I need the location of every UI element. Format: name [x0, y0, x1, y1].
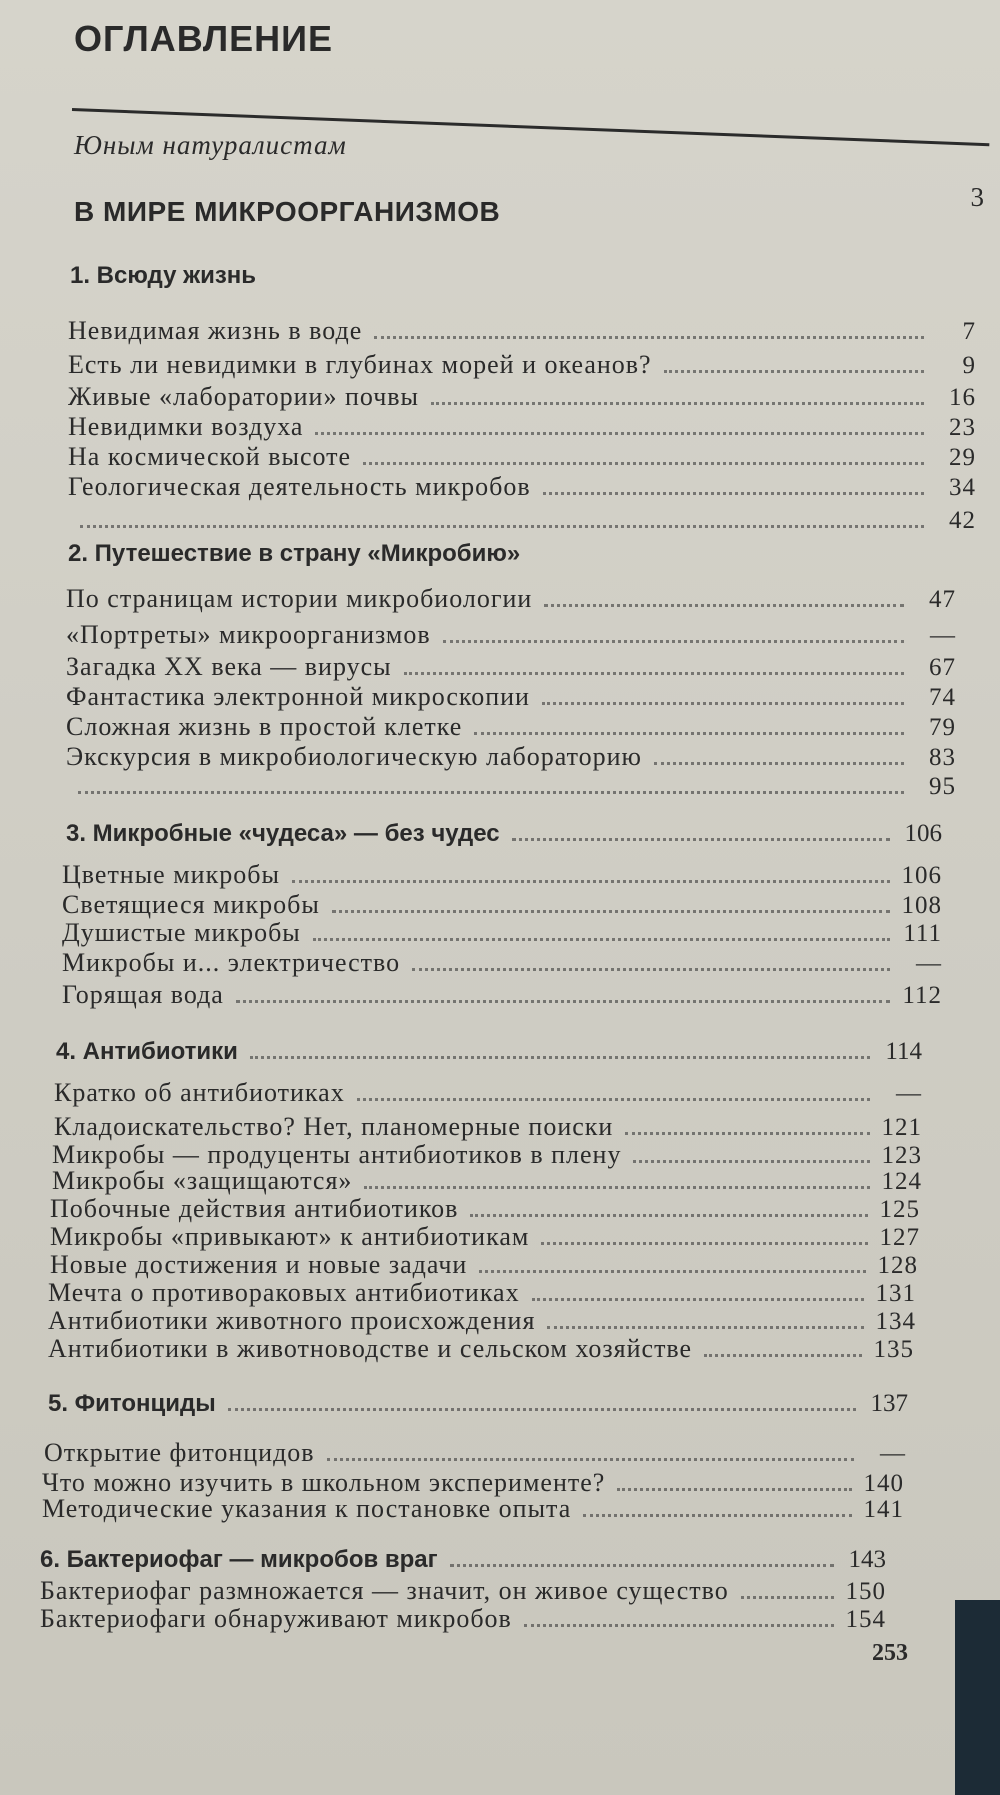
entry-page: 131 [875, 1280, 916, 1307]
leader-dots [532, 1298, 864, 1301]
entry-page: 16 [949, 384, 976, 411]
leader-dots [228, 1408, 856, 1411]
entry-page: 127 [879, 1224, 920, 1251]
page-title: ОГЛАВЛЕНИЕ [74, 18, 334, 59]
leader-dots [431, 402, 924, 405]
toc-entry [44, 1440, 906, 1467]
toc-entry [48, 1308, 916, 1335]
intro-label: Юным натуралистам [74, 130, 347, 160]
toc-entry [66, 622, 956, 649]
leader-dots [741, 1596, 834, 1599]
toc-entry [48, 1280, 916, 1307]
leader-dots [474, 732, 904, 735]
entry-page: 74 [929, 684, 956, 711]
entry-title: Сложная жизнь в простой клетке [66, 712, 463, 741]
toc-entry [68, 414, 976, 441]
entry-page: 154 [845, 1606, 886, 1633]
entry-title: Что можно изучить в школьном эксперименте? [42, 1468, 606, 1497]
toc-entry [52, 1168, 922, 1195]
chapter-title: 5. Фитонциды [48, 1390, 216, 1417]
entry-page: 23 [949, 414, 976, 441]
chapter-page: 114 [885, 1038, 922, 1065]
leader-dots [541, 1242, 867, 1245]
chapter-heading [70, 262, 960, 290]
chapter-heading [68, 540, 958, 568]
page-number: 253 [872, 1640, 908, 1666]
entry-title: Душистые микробы [62, 918, 301, 947]
leader-dots [313, 938, 890, 941]
entry-title: По страницам истории микробиологии [66, 584, 533, 613]
chapter-page: 106 [904, 820, 942, 847]
entry-page: 111 [903, 920, 942, 947]
leader-dots [542, 702, 904, 705]
entry-title: Микробы «привыкают» к антибиотикам [50, 1222, 530, 1251]
leader-dots [524, 1624, 834, 1627]
entry-title: Микробы и... электричество [62, 948, 401, 977]
chapter-page: 137 [870, 1390, 908, 1417]
leader-dots [470, 1214, 867, 1217]
toc-entry [54, 1080, 922, 1107]
entry-page: 150 [845, 1578, 886, 1605]
entry-page: 47 [929, 586, 956, 613]
entry-title: Невидимая жизнь в воде [68, 316, 363, 345]
toc-entry [66, 654, 956, 681]
entry-title: Бактериофаг размножается — значит, он живое существо [40, 1576, 729, 1605]
leader-dots [543, 492, 924, 495]
intro-page: 3 [970, 182, 984, 212]
entry-page: 140 [863, 1470, 904, 1497]
toc-entry [62, 950, 942, 977]
toc-entry [66, 744, 956, 771]
leader-dots [236, 1000, 890, 1003]
toc-entry [48, 1336, 914, 1363]
leader-dots [292, 880, 890, 883]
entry-title: Невидимки воздуха [68, 412, 304, 441]
entry-title: Фантастика электронной микроскопии [66, 682, 530, 711]
entry-title: Микробы «защищаются» [52, 1166, 353, 1195]
leader-dots [363, 462, 924, 465]
entry-page: 79 [929, 714, 956, 741]
leader-dots [80, 525, 924, 528]
toc-entry [66, 774, 956, 800]
entry-title: Светящиеся микробы [62, 890, 320, 919]
toc-entry [66, 586, 956, 613]
entry-page: 83 [929, 744, 956, 771]
entry-page: 128 [877, 1252, 918, 1279]
entry-title: Экскурсия в микробиологическую лабораторию [66, 742, 642, 771]
entry-page: 121 [881, 1114, 922, 1141]
entry-page: 42 [949, 507, 976, 534]
leader-dots [479, 1270, 865, 1273]
entry-page: 112 [902, 982, 942, 1009]
entry-title: Есть ли невидимки в глубинах морей и океанов? [68, 350, 652, 379]
toc-entry [68, 474, 976, 501]
leader-dots [617, 1488, 851, 1491]
leader-dots [664, 370, 924, 373]
toc-entry [66, 714, 956, 741]
entry-page: 124 [881, 1168, 922, 1195]
entry-page: — [880, 1440, 906, 1467]
chapter-title: 3. Микробные «чудеса» — без чудес [66, 820, 500, 847]
toc-entry [50, 1196, 920, 1223]
leader-dots [404, 672, 904, 675]
entry-page: — [896, 1080, 922, 1107]
entry-page: — [916, 950, 942, 977]
entry-title: Цветные микробы [62, 860, 280, 889]
leader-dots [250, 1056, 870, 1059]
entry-title: Живые «лаборатории» почвы [68, 382, 420, 411]
entry-title: Загадка XX века — вирусы [66, 652, 392, 681]
entry-page: 134 [875, 1308, 916, 1335]
chapter-heading [48, 1390, 908, 1418]
chapter-title: 1. Всюду жизнь [70, 262, 257, 289]
entry-page: — [930, 622, 956, 649]
entry-title: На космической высоте [68, 442, 352, 471]
leader-dots [78, 791, 904, 794]
entry-page: 95 [929, 773, 956, 800]
entry-page: 125 [879, 1196, 920, 1223]
toc-entry [40, 1578, 886, 1605]
toc-entry [68, 352, 976, 379]
toc-entry [68, 508, 976, 534]
leader-dots [544, 604, 904, 607]
leader-dots [357, 1098, 870, 1101]
chapter-heading [66, 820, 942, 848]
entry-title: Микробы — продуценты антибиотиков в плену [52, 1140, 622, 1169]
entry-title: Геологическая деятельность микробов [68, 472, 531, 501]
toc-entry [62, 920, 942, 947]
entry-page: 108 [901, 892, 942, 919]
toc-entry [66, 684, 956, 711]
toc-entry [62, 892, 942, 919]
entry-title: Побочные действия антибиотиков [50, 1194, 459, 1223]
toc-entry [68, 444, 976, 471]
toc-entry [50, 1224, 920, 1251]
entry-page: 7 [962, 318, 976, 345]
leader-dots [583, 1514, 851, 1517]
entry-title: Кратко об антибиотиках [54, 1078, 345, 1107]
leader-dots [374, 336, 924, 339]
entry-page: 34 [949, 474, 976, 501]
toc-entry [68, 318, 976, 345]
entry-title: Горящая вода [62, 980, 224, 1009]
toc-entry [68, 384, 976, 411]
toc-entry [52, 1142, 922, 1169]
toc-entry [42, 1470, 904, 1497]
chapter-title: 6. Бактериофаг — микробов враг [40, 1546, 438, 1573]
chapter-heading [40, 1546, 886, 1574]
entry-title: Методические указания к постановке опыта [42, 1494, 572, 1523]
chapter-title: 2. Путешествие в страну «Микробию» [68, 540, 521, 567]
entry-page: 9 [962, 352, 976, 379]
leader-dots [512, 838, 890, 841]
toc-entry [62, 982, 942, 1009]
chapter-title: 4. Антибиотики [56, 1038, 238, 1065]
leader-dots [332, 910, 890, 913]
leader-dots [315, 432, 924, 435]
leader-dots [654, 762, 904, 765]
entry-title: Антибиотики животного происхождения [48, 1306, 536, 1335]
entry-page: 106 [901, 862, 942, 889]
entry-title: Кладоискательство? Нет, планомерные поиски [54, 1112, 614, 1141]
entry-title: Бактериофаги обнаруживают микробов [40, 1604, 512, 1633]
entry-page: 67 [929, 654, 956, 681]
toc-entry [42, 1496, 904, 1523]
toc-entry [62, 862, 942, 889]
chapter-heading [56, 1038, 922, 1066]
leader-dots [412, 968, 890, 971]
background-edge [955, 1600, 1000, 1795]
entry-page: 141 [863, 1496, 904, 1523]
part-heading: В МИРЕ МИКРООРГАНИЗМОВ [74, 196, 501, 227]
leader-dots [633, 1160, 869, 1163]
entry-title: Новые достижения и новые задачи [50, 1250, 468, 1279]
entry-title: Мечта о противораковых антибиотиках [48, 1278, 520, 1307]
leader-dots [704, 1354, 861, 1357]
entry-page: 29 [949, 444, 976, 471]
entry-page: 123 [881, 1142, 922, 1169]
toc-entry [54, 1114, 922, 1141]
leader-dots [327, 1458, 854, 1461]
leader-dots [625, 1132, 869, 1135]
leader-dots [364, 1186, 869, 1189]
leader-dots [547, 1326, 863, 1329]
toc-entry [40, 1606, 886, 1633]
entry-page: 135 [873, 1336, 914, 1363]
entry-title: Антибиотики в животноводстве и сельском хозяйстве [48, 1334, 693, 1363]
toc-entry [50, 1252, 918, 1279]
leader-dots [443, 640, 904, 643]
chapter-page: 143 [848, 1546, 886, 1573]
entry-title: «Портреты» микроорганизмов [66, 620, 431, 649]
leader-dots [450, 1564, 834, 1567]
entry-title: Открытие фитонцидов [44, 1438, 315, 1467]
